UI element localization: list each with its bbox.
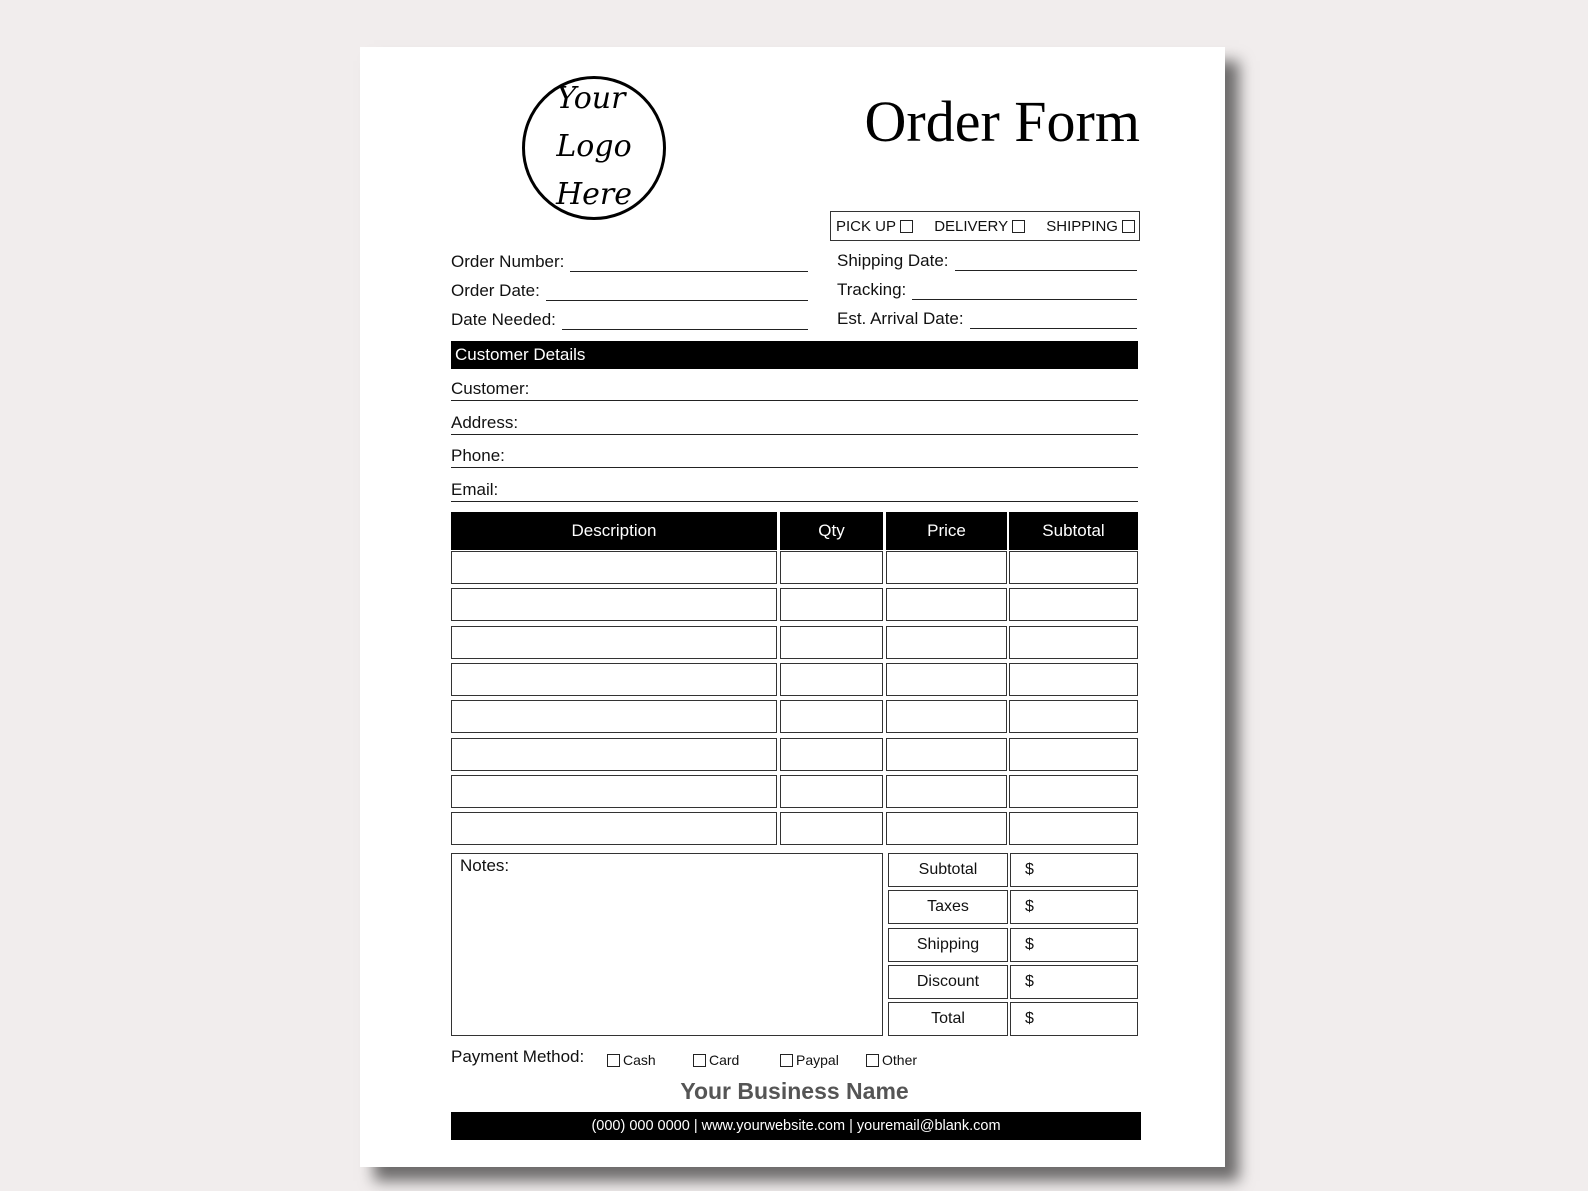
description-cell[interactable]	[451, 588, 777, 621]
address-field[interactable]	[451, 411, 1138, 435]
phone-field[interactable]	[451, 444, 1138, 468]
delivery-checkbox[interactable]	[1012, 220, 1025, 233]
summary-total-value[interactable]	[1010, 1002, 1138, 1036]
delivery-type-options	[830, 211, 1140, 241]
currency-symbol: $	[1025, 861, 1034, 878]
description-cell[interactable]	[451, 738, 777, 771]
summary-label: Shipping	[916, 936, 980, 953]
date-needed-field[interactable]	[451, 308, 808, 330]
header-description	[451, 512, 777, 550]
date-needed-line[interactable]	[562, 311, 808, 330]
header-label: Description	[571, 521, 657, 540]
subtotal-cell[interactable]	[1009, 812, 1138, 845]
qty-cell[interactable]	[780, 812, 883, 845]
description-cell[interactable]	[451, 775, 777, 808]
header-subtotal	[1009, 512, 1138, 550]
shipping-checkbox[interactable]	[1122, 220, 1135, 233]
notes-label: Notes:	[460, 856, 510, 875]
email-field[interactable]	[451, 478, 1138, 502]
currency-symbol: $	[1025, 898, 1034, 915]
customer-details-header	[451, 341, 1138, 369]
customer-field[interactable]	[451, 377, 1138, 401]
currency-symbol: $	[1025, 973, 1034, 990]
field-label: Address:	[451, 413, 519, 432]
payment-option-label: Cash	[623, 1052, 656, 1068]
summary-label: Taxes	[927, 898, 969, 915]
price-cell[interactable]	[886, 663, 1007, 696]
currency-symbol: $	[1025, 1010, 1034, 1027]
order-date-field[interactable]	[451, 279, 808, 301]
option-shipping[interactable]	[1046, 218, 1135, 235]
description-cell[interactable]	[451, 551, 777, 584]
summary-subtotal-label	[888, 853, 1008, 887]
header-label: Price	[927, 521, 966, 540]
option-label: SHIPPING	[1046, 217, 1118, 235]
subtotal-cell[interactable]	[1009, 588, 1138, 621]
qty-cell[interactable]	[780, 700, 883, 733]
qty-cell[interactable]	[780, 588, 883, 621]
field-label: Email:	[451, 480, 499, 499]
logo-text-line-3: Here	[555, 177, 632, 212]
option-label: DELIVERY	[934, 217, 1009, 235]
summary-taxes-label	[888, 890, 1008, 924]
footer-contact: (000) 000 0000 | www.yourwebsite.com | youremail@blank.com	[591, 1118, 1001, 1134]
est-arrival-date-line[interactable]	[970, 310, 1137, 329]
subtotal-cell[interactable]	[1009, 551, 1138, 584]
summary-label: Discount	[916, 973, 980, 990]
subtotal-cell[interactable]	[1009, 663, 1138, 696]
description-cell[interactable]	[451, 626, 777, 659]
summary-subtotal-value[interactable]	[1010, 853, 1138, 887]
field-label: Est. Arrival Date:	[837, 309, 964, 328]
field-label: Order Number:	[451, 252, 565, 271]
logo-placeholder	[522, 76, 666, 220]
currency-symbol: $	[1025, 936, 1034, 953]
qty-cell[interactable]	[780, 551, 883, 584]
logo-text-line-1: Your	[556, 81, 626, 116]
price-cell[interactable]	[886, 588, 1007, 621]
notes-box[interactable]	[451, 853, 883, 1036]
subtotal-cell[interactable]	[1009, 700, 1138, 733]
qty-cell[interactable]	[780, 626, 883, 659]
payment-option-cash[interactable]	[607, 1052, 656, 1068]
qty-cell[interactable]	[780, 738, 883, 771]
card-checkbox[interactable]	[693, 1054, 706, 1067]
description-cell[interactable]	[451, 812, 777, 845]
summary-discount-label	[888, 965, 1008, 999]
field-label: Shipping Date:	[837, 251, 949, 270]
tracking-field[interactable]	[837, 278, 1137, 300]
est-arrival-date-field[interactable]	[837, 307, 1137, 329]
payment-method-label: Payment Method:	[451, 1047, 585, 1066]
price-cell[interactable]	[886, 812, 1007, 845]
header-qty	[780, 512, 883, 550]
option-delivery[interactable]	[934, 218, 1025, 235]
section-title: Customer Details	[455, 345, 586, 364]
payment-option-paypal[interactable]	[780, 1052, 839, 1068]
subtotal-cell[interactable]	[1009, 626, 1138, 659]
field-label: Phone:	[451, 446, 505, 465]
summary-shipping-label	[888, 928, 1008, 962]
payment-option-card[interactable]	[693, 1052, 739, 1068]
other-checkbox[interactable]	[866, 1054, 879, 1067]
field-label: Tracking:	[837, 280, 907, 299]
header-label: Subtotal	[1042, 521, 1105, 540]
price-cell[interactable]	[886, 775, 1007, 808]
payment-option-label: Card	[709, 1052, 740, 1068]
summary-total-label	[888, 1002, 1008, 1036]
order-number-line[interactable]	[570, 253, 808, 272]
shipping-date-line[interactable]	[955, 252, 1137, 271]
price-cell[interactable]	[886, 551, 1007, 584]
header-label: Qty	[818, 521, 845, 540]
summary-shipping-value[interactable]	[1010, 928, 1138, 962]
paypal-checkbox[interactable]	[780, 1054, 793, 1067]
shipping-date-field[interactable]	[837, 249, 1137, 271]
order-date-line[interactable]	[546, 282, 808, 301]
field-label: Customer:	[451, 379, 530, 398]
payment-option-other[interactable]	[866, 1052, 917, 1068]
page-title: Order Form	[864, 89, 1140, 154]
cash-checkbox[interactable]	[607, 1054, 620, 1067]
field-label: Order Date:	[451, 281, 540, 300]
price-cell[interactable]	[886, 626, 1007, 659]
qty-cell[interactable]	[780, 663, 883, 696]
payment-option-label: Paypal	[796, 1052, 839, 1068]
tracking-line[interactable]	[912, 281, 1137, 300]
subtotal-cell[interactable]	[1009, 738, 1138, 771]
summary-discount-value[interactable]	[1010, 965, 1138, 999]
pick-up-checkbox[interactable]	[900, 220, 913, 233]
payment-option-label: Other	[882, 1052, 918, 1068]
description-cell[interactable]	[451, 700, 777, 733]
summary-taxes-value[interactable]	[1010, 890, 1138, 924]
business-name: Your Business Name	[680, 1078, 909, 1104]
footer-contact-bar	[451, 1112, 1141, 1140]
subtotal-cell[interactable]	[1009, 775, 1138, 808]
logo-text-line-2: Logo	[556, 129, 632, 164]
order-number-field[interactable]	[451, 250, 808, 272]
summary-label: Subtotal	[918, 861, 978, 878]
option-label: PICK UP	[836, 217, 897, 235]
qty-cell[interactable]	[780, 775, 883, 808]
description-cell[interactable]	[451, 663, 777, 696]
option-pick-up[interactable]	[836, 218, 913, 235]
field-label: Date Needed:	[451, 310, 556, 329]
price-cell[interactable]	[886, 700, 1007, 733]
price-cell[interactable]	[886, 738, 1007, 771]
summary-label: Total	[931, 1010, 965, 1027]
header-price	[886, 512, 1007, 550]
